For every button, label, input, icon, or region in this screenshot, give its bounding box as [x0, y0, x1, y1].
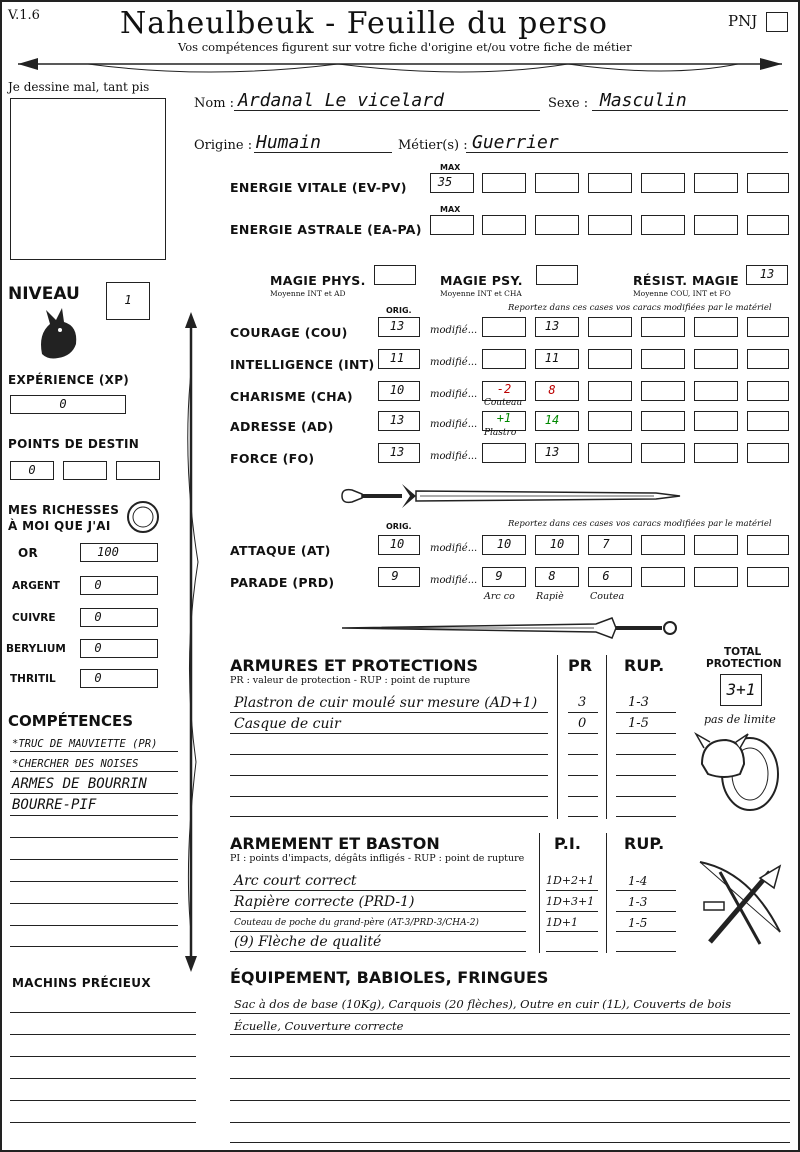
carac-mod-value: 13: [544, 445, 560, 459]
arme-name[interactable]: (9) Flèche de qualité: [234, 934, 382, 950]
carac-mod-box[interactable]: [588, 317, 632, 337]
carac-mod-value: -2: [496, 382, 512, 396]
armures-col-rup: RUP.: [624, 656, 665, 675]
carac-label: CHARISME (CHA): [230, 389, 353, 404]
carac-mod-box[interactable]: [641, 317, 685, 337]
competence-line: [10, 903, 178, 904]
magie-psy-box[interactable]: [536, 265, 578, 285]
modif-label: modifié...: [430, 575, 478, 586]
ev-box[interactable]: [482, 173, 526, 193]
carac-mod-box[interactable]: [641, 411, 685, 431]
carac-mod-box[interactable]: [588, 349, 632, 369]
combat-mod-box[interactable]: [747, 567, 789, 587]
niveau-value: 1: [124, 293, 132, 307]
nom-value[interactable]: Ardanal Le vicelard: [238, 90, 444, 111]
armure-name[interactable]: Casque de cuir: [234, 716, 341, 732]
arme-line: [616, 931, 676, 932]
berylium-value: 0: [94, 641, 102, 655]
total-protection-value: 3+1: [726, 680, 756, 699]
ea-max-label: MAX: [440, 205, 461, 214]
combat-mod-value: 10: [549, 537, 565, 551]
carac-label: ADRESSE (AD): [230, 419, 334, 434]
combat-mod-box[interactable]: [641, 535, 685, 555]
ea-max-box[interactable]: [430, 215, 474, 235]
armure-line: [568, 754, 598, 755]
arme-pi[interactable]: 1D+3+1: [546, 895, 595, 908]
argent-label: ARGENT: [12, 580, 60, 592]
sexe-value[interactable]: Masculin: [600, 90, 687, 111]
cuivre-value: 0: [94, 610, 102, 624]
equipement-line: [230, 1078, 790, 1079]
machins-line: [10, 1078, 196, 1079]
pnj-checkbox[interactable]: [766, 12, 788, 32]
magie-psy-note: Moyenne INT et CHA: [440, 289, 522, 298]
carac-mod-value: 8: [548, 383, 556, 397]
carac-mod-box[interactable]: [694, 443, 738, 463]
competence-line: [10, 859, 178, 860]
page-subtitle: Vos compétences figurent sur votre fiche d'origine et/ou votre fiche de métier: [178, 40, 632, 54]
resist-value: 13: [759, 267, 775, 281]
combat-mod-value: 10: [496, 537, 512, 551]
combat-label: ATTAQUE (AT): [230, 543, 331, 558]
competence-line: [10, 751, 178, 752]
armure-line: [230, 733, 548, 734]
origine-label: Origine :: [194, 138, 253, 153]
berylium-label: BERYLIUM: [6, 643, 66, 655]
or-label: OR: [18, 546, 39, 560]
ea-box[interactable]: [535, 215, 579, 235]
modif-label: modifié...: [430, 419, 478, 430]
destin-box[interactable]: [116, 461, 160, 480]
equipement-line: [230, 1142, 790, 1143]
carac-mod-value: 11: [544, 351, 560, 365]
carac-orig-value: 13: [389, 319, 405, 333]
combat-orig-value: 10: [389, 537, 405, 551]
machins-line: [10, 1100, 196, 1101]
carac-mod-value: +1: [496, 411, 512, 425]
destin-value: 0: [28, 463, 36, 477]
combat-mod-value: 7: [602, 537, 610, 551]
page-title: Naheulbeuk - Feuille du perso: [120, 6, 608, 41]
thritil-value: 0: [94, 671, 102, 685]
richesses-label-2: À MOI QUE J'AI: [8, 519, 111, 533]
equipement-line: [230, 1100, 790, 1101]
arme-line: [230, 911, 526, 912]
arme-line: [546, 951, 598, 952]
ea-box[interactable]: [641, 215, 685, 235]
ev-box[interactable]: [588, 173, 632, 193]
resist-label: RÉSIST. MAGIE: [633, 273, 740, 288]
carac-mod-box[interactable]: [747, 443, 789, 463]
armures-divider: [557, 655, 558, 819]
armure-pr[interactable]: 3: [578, 695, 587, 710]
equipement-line: [230, 1034, 790, 1035]
carac-mod-box[interactable]: [694, 317, 738, 337]
carac-mod-box[interactable]: [747, 381, 789, 401]
ev-max-label: MAX: [440, 163, 461, 172]
armure-line: [616, 775, 676, 776]
arme-pi[interactable]: 1D+1: [546, 916, 579, 929]
competence-line: [10, 946, 178, 947]
carac-mod-box[interactable]: [747, 411, 789, 431]
armure-name[interactable]: Plastron de cuir moulé sur mesure (AD+1): [234, 695, 538, 711]
nom-label: Nom :: [194, 96, 235, 111]
ev-label: ENERGIE VITALE (EV-PV): [230, 180, 407, 195]
total-label-1: TOTAL: [724, 646, 762, 658]
armures-divider: [606, 655, 607, 819]
machins-line: [10, 1012, 196, 1013]
xp-label: EXPÉRIENCE (XP): [8, 373, 130, 387]
armure-line: [230, 775, 548, 776]
modif-label: modifié...: [430, 325, 478, 336]
resist-note: Moyenne COU, INT et FO: [633, 289, 731, 298]
metier-label: Métier(s) :: [398, 138, 468, 153]
modif-label: modifié...: [430, 389, 478, 400]
competences-label: COMPÉTENCES: [8, 712, 134, 730]
arme-name[interactable]: Rapière correcte (PRD-1): [234, 894, 415, 910]
machins-line: [10, 1122, 196, 1123]
magie-phys-note: Moyenne INT et AD: [270, 289, 346, 298]
version-label: V.1.6: [8, 8, 40, 23]
helmet-shield-icon: [694, 730, 784, 814]
equipement-line: [230, 1013, 790, 1014]
arme-line: [230, 951, 526, 952]
armement-col-pi: P.I.: [554, 834, 581, 853]
arme-rup[interactable]: 1-5: [628, 916, 648, 930]
arme-line: [546, 911, 598, 912]
cuivre-label: CUIVRE: [12, 612, 56, 624]
competence-line: [10, 815, 178, 816]
carac-mod-box[interactable]: [641, 349, 685, 369]
carac-orig-value: 11: [389, 351, 405, 365]
armure-line: [616, 796, 676, 797]
vertical-spear-icon: [180, 312, 202, 972]
arme-name[interactable]: Couteau de poche du grand-père (AT-3/PRD-3/CHA-2): [234, 918, 479, 928]
armement-col-rup: RUP.: [624, 834, 665, 853]
equipement-line-text[interactable]: Sac à dos de base (10Kg), Carquois (20 flèches), Outre en cuir (1L), Couverts de bois: [234, 997, 732, 1011]
arme-line: [616, 890, 676, 891]
arme-line: [616, 911, 676, 912]
carac-mod-box[interactable]: [747, 317, 789, 337]
carac-orig-value: 13: [389, 413, 405, 427]
carac-mod-value: 14: [544, 413, 560, 427]
armure-pr[interactable]: 0: [578, 716, 587, 731]
modif-label: modifié...: [430, 357, 478, 368]
armure-rup[interactable]: 1-3: [628, 695, 649, 710]
carac-mod-box[interactable]: [641, 443, 685, 463]
armure-line: [568, 775, 598, 776]
ea-box[interactable]: [747, 215, 789, 235]
equipement-title: ÉQUIPEMENT, BABIOLES, FRINGUES: [230, 968, 549, 987]
weapons-icon: [690, 852, 790, 952]
ev-box[interactable]: [641, 173, 685, 193]
xp-value: 0: [59, 397, 67, 411]
carac-label: INTELLIGENCE (INT): [230, 357, 375, 372]
arme-pi[interactable]: 1D+2+1: [546, 874, 595, 887]
carac-mod-box[interactable]: [482, 443, 526, 463]
equipement-line: [230, 1122, 790, 1123]
armure-line: [568, 816, 598, 817]
combat-mod-box[interactable]: [694, 567, 738, 587]
thritil-label: THRITIL: [10, 673, 56, 685]
armure-line: [568, 796, 598, 797]
magie-phys-label: MAGIE PHYS.: [270, 273, 366, 288]
armure-line: [568, 712, 598, 713]
armure-line: [616, 816, 676, 817]
carac-mod-box[interactable]: [641, 381, 685, 401]
armures-note: PR : valeur de protection - RUP : point de rupture: [230, 675, 471, 686]
armement-divider: [606, 833, 607, 953]
richesses-label-1: MES RICHESSES: [8, 503, 120, 517]
sexe-label: Sexe :: [548, 96, 589, 111]
machins-label: MACHINS PRÉCIEUX: [12, 976, 151, 990]
machins-line: [10, 1034, 196, 1035]
arme-line: [546, 890, 598, 891]
armure-line: [230, 816, 548, 817]
total-label-2: PROTECTION: [706, 658, 782, 670]
combat-mod-value: 9: [495, 569, 503, 583]
destin-label: POINTS DE DESTIN: [8, 437, 140, 451]
competence-line: [10, 881, 178, 882]
armure-line: [616, 733, 676, 734]
armement-note: PI : points d'impacts, dégâts infligés - RUP : point de rupture: [230, 853, 525, 864]
armure-rup[interactable]: 1-5: [628, 716, 649, 731]
carac-mod-box[interactable]: [588, 443, 632, 463]
origine-value[interactable]: Humain: [256, 132, 322, 153]
ev-value: 35: [437, 175, 453, 189]
couteau-note: Couteau: [484, 398, 523, 408]
carac-mod-box[interactable]: [588, 411, 632, 431]
destin-box[interactable]: [63, 461, 107, 480]
coin-icon: [126, 500, 160, 534]
caracs-note: Reportez dans ces cases vos caracs modifiées par le matériel: [508, 303, 772, 313]
machins-line: [10, 1056, 196, 1057]
armures-title: ARMURES ET PROTECTIONS: [230, 656, 478, 675]
combat-col-note: Arc co: [484, 591, 515, 602]
armure-line: [230, 754, 548, 755]
sword-icon: [336, 612, 686, 644]
carac-mod-box[interactable]: [482, 317, 526, 337]
carac-mod-box[interactable]: [694, 381, 738, 401]
metier-value[interactable]: Guerrier: [472, 132, 559, 153]
armement-title: ARMEMENT ET BASTON: [230, 834, 440, 853]
armure-line: [230, 712, 548, 713]
armure-line: [616, 754, 676, 755]
equipement-line: [230, 1056, 790, 1057]
sword-icon: [336, 480, 686, 512]
ea-box[interactable]: [482, 215, 526, 235]
combat-orig-label: ORIG.: [386, 522, 412, 531]
carac-mod-box[interactable]: [482, 349, 526, 369]
niveau-label: NIVEAU: [8, 284, 80, 304]
armures-col-pr: PR: [568, 656, 593, 675]
competence-item[interactable]: BOURRE-PIF: [12, 797, 97, 813]
combat-mod-box[interactable]: [694, 535, 738, 555]
combat-mod-value: 8: [548, 569, 556, 583]
argent-value: 0: [94, 578, 102, 592]
total-note: pas de limite: [704, 713, 776, 726]
competence-line: [10, 771, 178, 772]
competence-item[interactable]: *TRUC DE MAUVIETTE (PR): [12, 738, 158, 750]
arme-rup[interactable]: 1-4: [628, 874, 648, 888]
carac-mod-box[interactable]: [588, 381, 632, 401]
carac-orig-value: 10: [389, 383, 405, 397]
magie-phys-box[interactable]: [374, 265, 416, 285]
or-value: 100: [97, 545, 119, 559]
dragon-icon: [32, 304, 86, 362]
competence-line: [10, 925, 178, 926]
combat-label: PARADE (PRD): [230, 575, 335, 590]
combat-col-note: Rapiè: [536, 591, 564, 602]
ea-box[interactable]: [588, 215, 632, 235]
armure-line: [616, 712, 676, 713]
carac-label: COURAGE (COU): [230, 325, 348, 340]
carac-mod-box[interactable]: [694, 349, 738, 369]
modif-label: modifié...: [430, 543, 478, 554]
carac-mod-value: 13: [544, 319, 560, 333]
portrait-box[interactable]: [10, 98, 166, 260]
plastro-note: Plastro: [484, 428, 517, 438]
ev-box[interactable]: [747, 173, 789, 193]
carac-mod-box[interactable]: [694, 411, 738, 431]
competence-line: [10, 793, 178, 794]
ea-box[interactable]: [694, 215, 738, 235]
combat-mod-box[interactable]: [641, 567, 685, 587]
arme-line: [230, 890, 526, 891]
spear-divider: [8, 52, 792, 82]
carac-label: FORCE (FO): [230, 451, 315, 466]
combat-orig-value: 9: [391, 569, 399, 583]
armure-line: [230, 796, 548, 797]
pnj-label: PNJ: [728, 12, 758, 30]
armure-line: [568, 733, 598, 734]
arme-line: [616, 951, 676, 952]
orig-label: ORIG.: [386, 306, 412, 315]
ea-label: ENERGIE ASTRALE (EA-PA): [230, 222, 422, 237]
competence-line: [10, 837, 178, 838]
carac-orig-value: 13: [389, 445, 405, 459]
ev-box[interactable]: [535, 173, 579, 193]
armement-divider: [539, 833, 540, 953]
combat-note: Reportez dans ces cases vos caracs modifiées par le matériel: [508, 519, 772, 529]
magie-psy-label: MAGIE PSY.: [440, 273, 523, 288]
arme-line: [230, 931, 526, 932]
portrait-caption: Je dessine mal, tant pis: [8, 80, 150, 94]
competence-item[interactable]: *CHERCHER DES NOISES: [12, 758, 139, 770]
modif-label: modifié...: [430, 451, 478, 462]
equipement-line-text[interactable]: Écuelle, Couverture correcte: [234, 1019, 404, 1033]
arme-name[interactable]: Arc court correct: [234, 873, 357, 889]
combat-mod-box[interactable]: [747, 535, 789, 555]
combat-mod-value: 6: [602, 569, 610, 583]
competence-item[interactable]: ARMES DE BOURRIN: [12, 776, 147, 792]
carac-mod-box[interactable]: [747, 349, 789, 369]
arme-rup[interactable]: 1-3: [628, 895, 648, 909]
combat-col-note: Coutea: [590, 591, 625, 602]
arme-line: [546, 931, 598, 932]
ev-box[interactable]: [694, 173, 738, 193]
